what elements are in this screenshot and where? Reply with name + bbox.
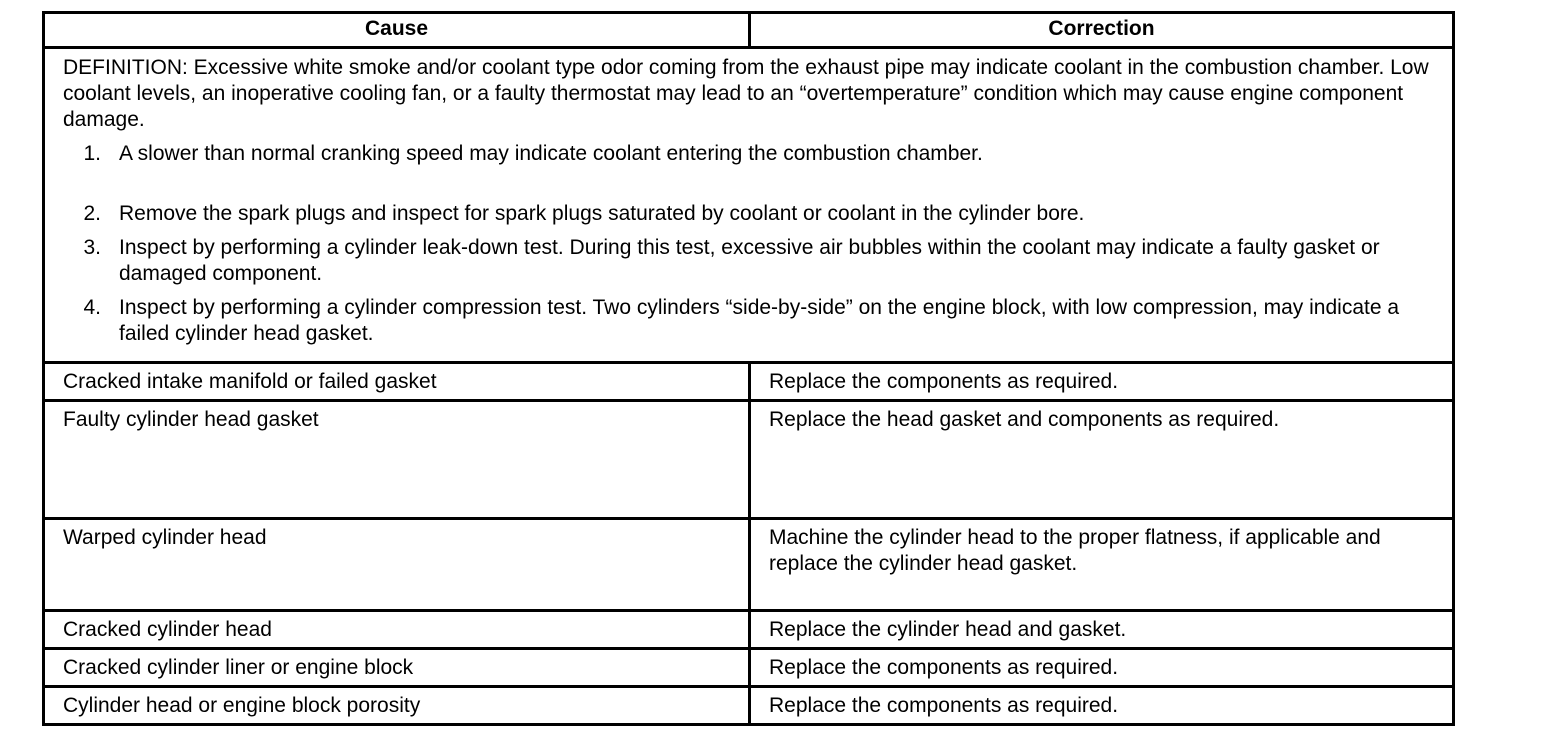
diagnosis-table: [42, 11, 1455, 726]
table-row: [44, 649, 1454, 687]
correction-cell: Replace the components as required.: [750, 687, 1454, 725]
table-row: [44, 401, 1454, 519]
cause-cell: Cracked cylinder liner or engine block: [44, 649, 750, 687]
step-item: [63, 201, 1436, 227]
step-number: 1.: [83, 142, 101, 165]
step-text: Inspect by performing a cylinder compression test. Two cylinders “side-by-side” on the engine block, with low compression, may indicate a failed cylinder head gasket.: [119, 296, 1400, 345]
correction-cell: Replace the components as required.: [750, 363, 1454, 401]
step-item: [63, 235, 1436, 287]
header-correction: Correction: [750, 13, 1454, 48]
step-text: A slower than normal cranking speed may indicate coolant entering the combustion chamber.: [119, 142, 983, 165]
correction-cell: Machine the cylinder head to the proper flatness, if applicable and replace the cylinder head gasket.: [750, 519, 1454, 611]
definition-text: DEFINITION: Excessive white smoke and/or coolant type odor coming from the exhaust pipe may indicate coolant in the combustion chamber. Low coolant levels, an inoperative cooling fan, or a faulty thermostat may lead to an “overtemperature” condition which may cause engine component damage.: [63, 56, 1429, 131]
table-row: [44, 363, 1454, 401]
step-text: Remove the spark plugs and inspect for spark plugs saturated by coolant or coolant in the cylinder bore.: [119, 202, 1085, 225]
step-number: 3.: [83, 236, 101, 259]
correction-cell: Replace the cylinder head and gasket.: [750, 611, 1454, 649]
step-text: Inspect by performing a cylinder leak-down test. During this test, excessive air bubbles within the coolant may indicate a faulty gasket or damaged component.: [119, 236, 1380, 285]
correction-cell: Replace the head gasket and components as required.: [750, 401, 1454, 519]
cause-cell: Faulty cylinder head gasket: [44, 401, 750, 519]
header-cause: Cause: [44, 13, 750, 48]
table-row: [44, 687, 1454, 725]
diagnostic-steps: [63, 141, 1436, 347]
correction-cell: Replace the components as required.: [750, 649, 1454, 687]
cause-cell: Cylinder head or engine block porosity: [44, 687, 750, 725]
table-row: [44, 611, 1454, 649]
step-item: [63, 295, 1436, 347]
definition-row: [44, 48, 1454, 363]
cause-cell: Cracked intake manifold or failed gasket: [44, 363, 750, 401]
step-number: 2.: [83, 202, 101, 225]
step-number: 4.: [83, 296, 101, 319]
definition-cell: [44, 48, 1454, 363]
step-item: [63, 141, 1436, 167]
cause-cell: Warped cylinder head: [44, 519, 750, 611]
table-row: [44, 519, 1454, 611]
cause-cell: Cracked cylinder head: [44, 611, 750, 649]
header-row: [44, 13, 1454, 48]
